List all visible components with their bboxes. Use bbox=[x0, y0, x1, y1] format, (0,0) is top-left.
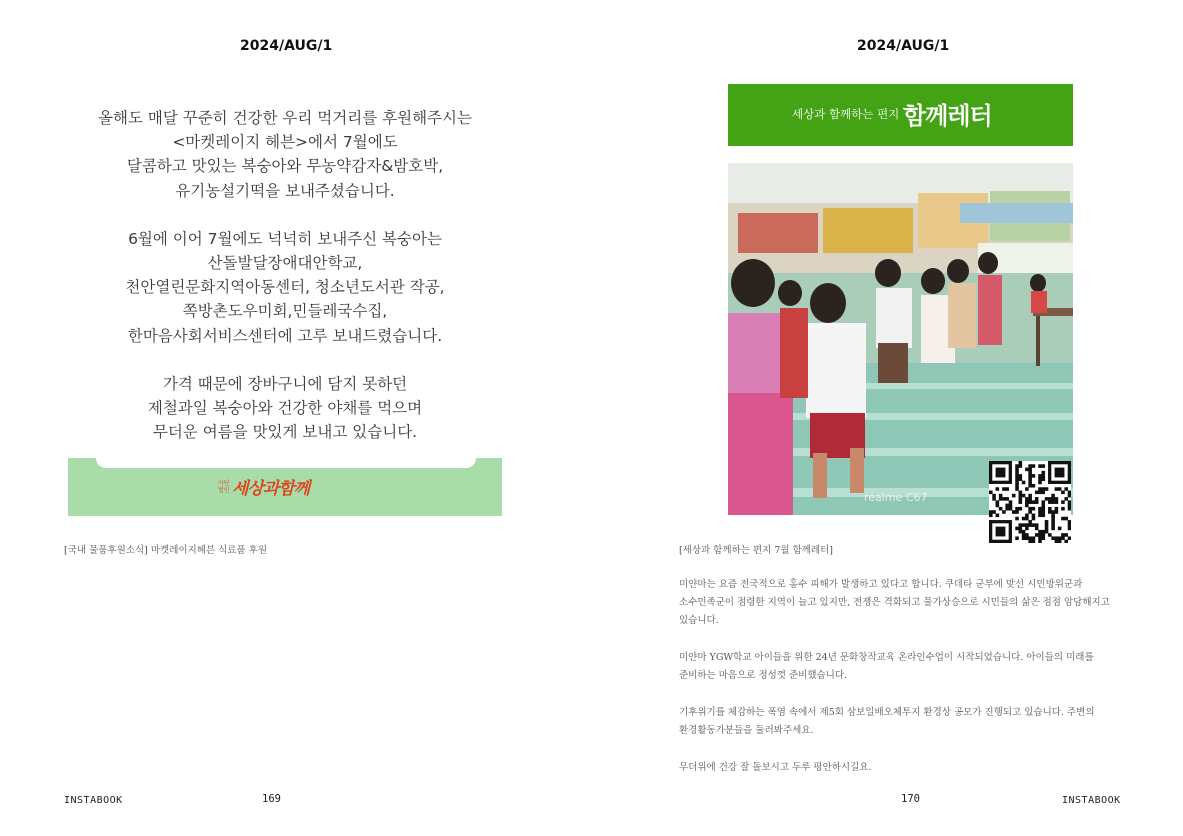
notice-line: 6월에 이어 7월에도 넉넉히 보내주신 복숭아는 bbox=[128, 229, 442, 248]
right-page bbox=[591, 0, 1183, 836]
body-line: 무더위에 건강 잘 돌보시고 두루 평안하시길요. bbox=[679, 761, 872, 773]
page-date: 2024/AUG/1 bbox=[240, 38, 333, 54]
body-line: 미얀마는 요즘 전국적으로 홍수 피해가 발생하고 있다고 합니다. 쿠데타 군부에 맞선 시민방위군과 bbox=[679, 579, 1083, 590]
notice-line: 천안열린문화지역아동센터, 청소년도서관 작공, bbox=[125, 278, 445, 297]
body-paragraph bbox=[679, 649, 1119, 685]
body-paragraph bbox=[679, 759, 1119, 777]
notice-line: 유기농설기떡을 보내주셨습니다. bbox=[175, 181, 395, 200]
body-line: 소수민족군이 점령한 지역이 늘고 있지만, 전쟁은 격화되고 물가상승으로 시민들의 삶은 점점 암담해지고 bbox=[679, 597, 1110, 609]
notice-line: <마켓레이지 헤븐>에서 7월에도 bbox=[172, 133, 398, 152]
newsletter-body bbox=[679, 576, 1119, 795]
logo-small-text: 사단 법인 bbox=[218, 480, 230, 494]
body-line: 기후위기를 체감하는 폭염 속에서 제5회 삼보일배오체투지 환경상 공모가 진행되고 있습니다. 주변의 bbox=[679, 706, 1095, 718]
body-line: 있습니다. bbox=[679, 615, 719, 627]
notice-line: 올해도 매달 꾸준히 건강한 우리 먹거리를 후원해주시는 bbox=[98, 109, 472, 127]
footer-brand: INSTABOOK bbox=[64, 795, 123, 806]
notice-line: 제철과일 복숭아와 건강한 야채를 먹으며 bbox=[147, 399, 423, 418]
organization-logo bbox=[218, 474, 348, 504]
notice-line: 산돌발달장애대안학교, bbox=[207, 254, 363, 273]
donation-notice-card bbox=[68, 70, 502, 516]
logo-main-text: 세상과함께 bbox=[232, 479, 310, 499]
newsletter-banner bbox=[728, 84, 1073, 146]
notice-line: 달콤하고 맛있는 복숭아와 무농약감자&밤호박, bbox=[126, 157, 444, 176]
qr-code[interactable] bbox=[989, 461, 1071, 543]
page-number: 169 bbox=[262, 793, 281, 805]
camera-watermark: realme C67 bbox=[864, 491, 928, 504]
card-footer-band bbox=[68, 458, 502, 516]
banner-title: 함께레터 bbox=[903, 102, 992, 130]
notice-line: 쪽방촌도우미회,민들레국수집, bbox=[182, 302, 388, 321]
notice-text bbox=[68, 106, 502, 469]
notice-line bbox=[68, 203, 502, 227]
notice-line: 한마음사회서비스센터에 고루 보내드렸습니다. bbox=[127, 326, 443, 345]
left-page bbox=[0, 0, 591, 836]
page-number: 170 bbox=[901, 793, 920, 805]
body-line: 환경활동가분들을 둘러봐주세요. bbox=[679, 725, 814, 736]
left-caption: [국내 물품후원소식] 마켓레이지헤븐 식료품 후원 bbox=[64, 545, 268, 556]
notice-line bbox=[68, 348, 502, 372]
page-date: 2024/AUG/1 bbox=[857, 38, 950, 54]
notice-line: 무더운 여름을 맛있게 보내고 있습니다. bbox=[152, 423, 418, 442]
body-line: 미얀마 YGW학교 아이들을 위한 24년 문화창작교육 온라인수업이 시작되었습니다. 아이들의 미래를 bbox=[679, 652, 1094, 663]
banner-subtitle: 세상과 함께하는 편지 bbox=[792, 107, 900, 121]
right-caption: [세상과 함께하는 편지 7월 함께레터] bbox=[679, 545, 834, 556]
notice-line: 가격 때문에 장바구니에 담지 못하던 bbox=[162, 374, 408, 393]
footer-brand: INSTABOOK bbox=[1062, 795, 1121, 806]
body-paragraph bbox=[679, 576, 1119, 631]
body-paragraph bbox=[679, 704, 1119, 740]
body-line: 준비하는 마음으로 정성껏 준비했습니다. bbox=[679, 670, 848, 682]
